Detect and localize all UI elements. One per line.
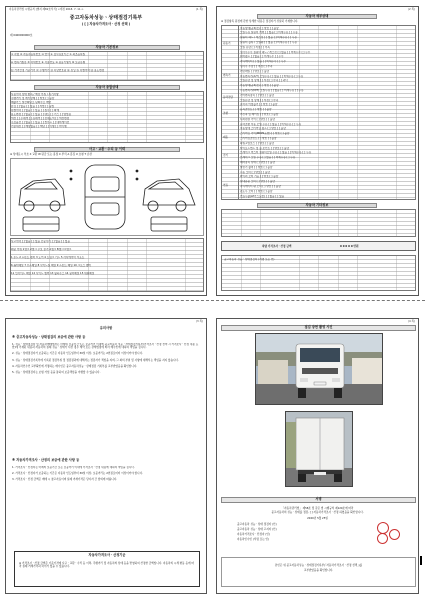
detail-item-row: 동력조향 작동 오일 누유 [ ] 없음 [ ] 미세누유 [ ] 누유 — [240, 122, 302, 126]
table-row: 6 쿼터패널 7 루프패널 8 사이드실 패널 9 프론트 패널 10 크로스 멤버 — [11, 264, 91, 267]
detail-item-row: 냉각수누수 실린더 헤드 / 개스킷 [ ] 없음 [ ] 미세누수 [ ] 누수 — [240, 50, 311, 54]
detail-item-row: 스티어링 기어(MDPS포함) [ ] 양호 [ ] 불량 — [240, 132, 290, 136]
category-label: 변속기 — [223, 74, 231, 77]
section-overall-status: 자동차 종합상태 — [34, 85, 180, 90]
warranty-paragraphs — [12, 343, 200, 455]
document-title: 중고자동차성능ㆍ상태점검기록부 — [69, 15, 143, 21]
page-number: (2 쪽) — [407, 8, 415, 11]
page-2 — [216, 6, 419, 296]
detail-item-row: 실린더 블록 / 오일팬 [ ] 없음 [ ] 미세누유 [ ] 누유 — [240, 41, 297, 44]
detail-item-row: 자동변속기(A/T) 오일누유 [ ] 없음 [ ] 미세누유 [ ] 누유 — [240, 74, 304, 78]
table-row: ⑥ 변속기종류 ⑦ 차대번호 ⑧ 사용연료 ⑨ 원동기형식 ⑩ 보증유형 — [11, 61, 86, 64]
price-standard-title: 자동차가격조사ㆍ산정기준 — [88, 553, 126, 557]
warranty-paragraph: 2. 성능ㆍ상태점검자가 보증하는 기간은 자동차 인도일부터 30일 이상, 보증거리는 2천킬로미터 이상이어야 합니다. — [12, 352, 143, 356]
warranty-section-title: ※ 중고자동차성능ㆍ상태점검의 보증에 관한 사항 등 — [12, 335, 86, 339]
form-law-label: 자동차관리법 시행규칙 [별지 제82호서식] <개정 2018. 7. 11.> — [9, 8, 84, 11]
detail-item-row: 윈도우 모터 [ ] 양호 [ ] 불량 — [240, 189, 273, 193]
warranty-paragraph: 1. 성능ㆍ상태점검자 및 자동차매매업자는 아래의 보증기간 또는 보증거리 이내에 중고자동차 성능ㆍ상태점검기록부(가격조사ㆍ산정 선택 시 가격조사ㆍ산정 내용 포함)에 기재된 내용과 자동차의 실제 성능ㆍ상태가 다른 경우 계약 또는 관계법령에 따라 매수인에 대하여 책임을 집니다. — [12, 343, 199, 350]
section-basic-info: 자동차 기본정보 — [34, 45, 180, 50]
detail-item-row: 타이로드엔드 및 볼 조인트 [ ] 양호 [ ] 불량 — [240, 146, 290, 150]
detail-item-row: 라디에이터 [ ] 없음 [ ] 미세누수 [ ] 누수 — [240, 60, 287, 64]
table-row: 11 인사이드 패널 12 사이드 멤버 13 휠하우스 14 필러패널 15 대쉬패널 — [11, 272, 95, 275]
price-value: 0 0 0 0 0 만원 — [340, 245, 359, 248]
document-number: 제 0400000000호 — [10, 34, 33, 37]
detail-item-row: 실내송풍 모터 [ ] 양호 [ ] 불량 — [240, 180, 275, 184]
price-warranty-paragraph: 1. 가격조사ㆍ산정자는 아래의 보증기간 또는 보증거리 이내에 가격조사ㆍ산정 내용에 대하여 책임을 집니다. — [12, 466, 135, 469]
price-warranty-paragraph: 2. 가격조사ㆍ산정자가 보증하는 기간은 자동차 인도일부터 30일 이상, 보증거리는 2천킬로미터 이상이어야 합니다. — [12, 472, 143, 476]
page-4 — [216, 318, 419, 594]
receipt-box — [221, 557, 416, 587]
table-row: 리콜대상 [ ] 해당없음 [ ] 해당 [ ] 이행 [ ] 미이행 — [11, 125, 67, 128]
price-box — [221, 241, 416, 251]
page-number: (4 쪽) — [407, 320, 415, 323]
page-header — [220, 320, 415, 324]
detail-item-row: 수동변속기(M/T) 오일누유 [ ] 없음 [ ] 미세누유 [ ] 누유 — [240, 89, 304, 92]
page-1 — [5, 6, 207, 296]
price-warranty-paragraphs — [12, 466, 200, 544]
detail-items — [240, 26, 413, 199]
table-row: 1 후드 2 프론트 펜더 3 도어 4 트렁크 리드 5 라디에이터 서포트 — [11, 256, 85, 259]
price-warranty-paragraph: 3. 가격조사ㆍ산정 금액은 매매 시 참고자료이며 실제 거래가격은 당사자 간 합의에 따릅니다. — [12, 478, 118, 482]
detail-item-row: 오일유량 및 상태 [ ] 적정 [ ] 부족 — [240, 98, 279, 102]
detail-item-row: 발전기 출력 [ ] 양호 [ ] 불량 — [240, 165, 273, 169]
inspector-sign-label: 중고자동차 성능ㆍ상태점검자 (서명 또는 인) — [224, 258, 275, 261]
detail-item-row: 기어변속장치 [ ] 양호 [ ] 불량 — [240, 93, 275, 97]
table-row: 배출가스 일산화탄소 탄화수소 매연 — [11, 101, 52, 104]
detail-item-row: 스티어링조인트 [ ] 양호 [ ] 불량 — [240, 137, 277, 140]
page-separator — [0, 300, 425, 301]
detail-item-row: 디퍼렌셜 기어 [ ] 양호 [ ] 불량 — [240, 117, 275, 121]
document-subtitle: ( [ ] 자동차가격조사ㆍ산정 선택 ) — [81, 22, 131, 26]
detail-item-row: 작동상태(공회전) [ ] 양호 [ ] 불량 — [240, 84, 279, 88]
detail-item-row: 커먼레일 [ ] 양호 [ ] 불량 — [240, 69, 270, 73]
price-standard-box — [14, 551, 200, 587]
inspector-table — [221, 255, 416, 291]
sign-statement: 「자동차관리법」 제58조 및 같은 법 시행규칙 제120조에 따라 — [281, 507, 354, 510]
exchange-legend: ※ 상태표시 부호 X 교환 W 판금 또는 용접 C 부식 A 흠집 U 요철 T 손상 — [10, 153, 92, 156]
scroll-marker — [420, 556, 422, 565]
category-label: 연료 — [223, 184, 229, 187]
detail-item-row: 냉각수 수량 [ ] 적정 [ ] 부족 — [240, 65, 273, 68]
warranty-paragraph: 3. 성능ㆍ상태점검기록부에 기록된 점검부위 및 점검결과에 대해서는 점검자가 책임을 지며, 그 외의 부위 및 사항에 대해서는 책임을 지지 않습니다. — [12, 358, 179, 362]
page-number: (1 쪽) — [195, 8, 203, 11]
detail-item-row: 브레이크 오일 누유 [ ] 없음 [ ] 미세누유 [ ] 누유 — [240, 156, 296, 160]
car-outline-diagram — [11, 159, 203, 235]
detail-item-row: 연료누출(LP가스포함) [ ] 없음 [ ] 있음 — [240, 194, 285, 198]
inspection-photo-front — [255, 333, 383, 405]
table-row: 주요옵션 [ ] 없음 [ ] 있음 [ ] 썬루프 [ ] 네비게이션 — [11, 121, 70, 124]
detail-note: ※ 점검항목 판정에 관한 상세한 내용은 점검자가 성실히 기재합니다. — [221, 20, 299, 23]
page-3 — [5, 318, 207, 594]
photo-section-title: 점검 장면 촬영 사진 — [221, 325, 416, 331]
detail-item-row: 클러치 어셈블리 [ ] 양호 [ ] 불량 — [240, 103, 278, 107]
detail-item-row: 브레이크 마스터 실린더오일 누유 [ ] 없음 [ ] 미세누유 [ ] 누유 — [240, 151, 312, 155]
signer-line: 중고자동차 성능ㆍ상태 고지자 (인) — [237, 528, 277, 531]
basic-info-table — [10, 51, 204, 81]
receipt-text: 교부받았음을 확인합니다. — [303, 569, 334, 572]
category-label: 제동 — [223, 136, 229, 139]
price-label: 차량 가격조사ㆍ산정 금액 — [262, 245, 292, 248]
overall-status-table — [10, 91, 204, 143]
car-diagram-area — [10, 158, 204, 236]
table-row: ① 차명 ② 자동차등록번호 ③ 연식 ④ 검사유효기간 ⑤ 최초등록일 — [11, 53, 86, 56]
detail-item-row: 라디에이터 팬 모터 [ ] 양호 [ ] 불량 — [240, 185, 281, 188]
signer-line: 중고자동차 성능ㆍ상태 점검자 (인) — [237, 523, 277, 526]
detail-item-row: 와이퍼 모터 기능 [ ] 양호 [ ] 불량 — [240, 175, 279, 179]
exchange-table — [10, 238, 204, 292]
price-standard-text: ※ 가격조사ㆍ산정 금액은 기준가격에 사고ㆍ교환ㆍ수리 등 이력, 주행거리 및 자동차의 상태 등을 반영하여 산정한 금액입니다. 자동차의 시세 변동 등에 따라 실제 거래가격과 차이가 있을 수 있습니다. — [19, 562, 194, 569]
inspection-photo-rear — [285, 411, 353, 487]
page-header — [9, 320, 203, 324]
table-row: 용도변경 [ ] 없음 [ ] 있음 [ ] 렌트 [ ] 리스 [ ] 영업용 — [11, 113, 72, 116]
detail-item-row: 오일유량 및 상태 [ ] 적정 [ ] 부족 [ ] 과다 — [240, 79, 288, 83]
price-warranty-section-title: ※ 자동차가격조사ㆍ산정의 보증에 관한 사항 등 — [12, 458, 80, 462]
detail-item-row: 시동 모터 [ ] 양호 [ ] 불량 — [240, 170, 270, 174]
signer-line: 자동차인수인 (서명 또는 인) — [237, 538, 270, 541]
detail-item-row: 오일누유 실린더 커버 [ ] 없음 [ ] 미세누유 [ ] 누유 — [240, 31, 298, 35]
seal-stamp — [377, 533, 388, 544]
table-row: 특별이력 [ ] 없음 [ ] 있음 [ ] 침수 [ ] 화재 — [11, 109, 60, 112]
detail-status-table — [221, 25, 416, 200]
detail-item-row: 파워고압호스 [ ] 양호 [ ] 불량 — [240, 141, 275, 145]
detail-item-row: 워터펌프 [ ] 없음 [ ] 미세누수 [ ] 누수 — [240, 55, 284, 59]
detail-item-row: 배력장치 상태 [ ] 양호 [ ] 불량 — [240, 161, 275, 164]
warranty-paragraph: 4. 자동차인수인 교부확인에 서명하는 매수인은 중고자동차성능ㆍ상태점검 기록부를 교부받았음을 확인합니다. — [12, 364, 138, 368]
category-label: 전기 — [223, 154, 229, 157]
section-detail-status: 자동차 세부상태 — [257, 14, 377, 19]
table-row: ⑪ 가격산정 기준가격 ⑫ 주행거리 ⑬ 차량번호판 ⑭ 튜닝 ⑮ 특별이력 ⑯ 용도변경 — [11, 69, 105, 72]
table-row: 사고이력 [ ] 없음 [ ] 있음 단순수리 [ ] 없음 [ ] 있음 — [11, 240, 70, 243]
category-column — [222, 26, 239, 199]
receipt-text: 본인은 위 중고자동차성능ㆍ상태점검기록부(「자동차가격조사ㆍ산정 선택」)를 — [274, 564, 363, 567]
table-row: 외판 부위 1랭크 2랭크 주요 골격 A랭크 B랭크 C랭크 — [11, 248, 72, 251]
category-label: 원동기 — [223, 42, 231, 45]
sign-statement: 중고자동차의 성능ㆍ상태를 점검, [ ] 자동차가격조사ㆍ산정 하였음을 확인합니다. — [271, 511, 364, 514]
category-label: 조향 — [223, 112, 229, 115]
detail-item-row: 등속조인트 [ ] 양호 [ ] 불량 — [240, 108, 272, 112]
page-number: (3 쪽) — [195, 320, 203, 323]
category-label: 동력전달 — [223, 96, 234, 99]
table-row: 사용이력 상태 항목 / 해당 부위 / 특기사항 — [11, 93, 59, 96]
table-row: 튜닝 [ ] 없음 [ ] 있음 [ ] 적법 [ ] 불법 — [11, 105, 55, 108]
detail-item-row: 오일 유량 [ ] 적정 [ ] 부족 — [240, 45, 270, 49]
seal-stamp — [389, 529, 400, 540]
table-row: 주행거리 및 계기상태 [ ] 양호 [ ] 불량 — [11, 97, 55, 100]
detail-item-row: 작동상태(공회전) [ ] 양호 [ ] 불량 — [240, 26, 279, 30]
detail-item-row: 작동상태 스티어링 펌프 [ ] 양호 [ ] 불량 — [240, 127, 286, 131]
section-accident-history: 사고ㆍ교환ㆍ수리 등 이력 — [34, 147, 180, 152]
detail-item-row: 추진축 및 베어링 [ ] 양호 [ ] 불량 — [240, 113, 279, 116]
detail-item-row: 실린더 헤드 / 개스킷 [ ] 없음 [ ] 미세누유 [ ] 누유 — [240, 36, 297, 40]
page-header — [9, 8, 203, 12]
sign-date: 2020년 5월 25일 — [307, 517, 328, 520]
page-header — [220, 8, 415, 12]
sign-section-title: 서명 — [221, 497, 416, 503]
warranty-paragraph: 5. 성능ㆍ상태점검자는 보험 가입 등을 통하여 보증책임을 이행할 수 있습니다. — [12, 371, 101, 375]
notes-heading: 유의사항 — [99, 326, 113, 330]
section-other-info: 자동차 기타정보 — [257, 203, 377, 208]
signer-line: 자동차가격조사ㆍ산정자 (인) — [237, 533, 270, 536]
other-info-table — [221, 209, 416, 237]
table-row: 색상 [ ] 무채색 [ ] 유채색 [ ] 전체도색 [ ] 색상변경 — [11, 117, 70, 120]
